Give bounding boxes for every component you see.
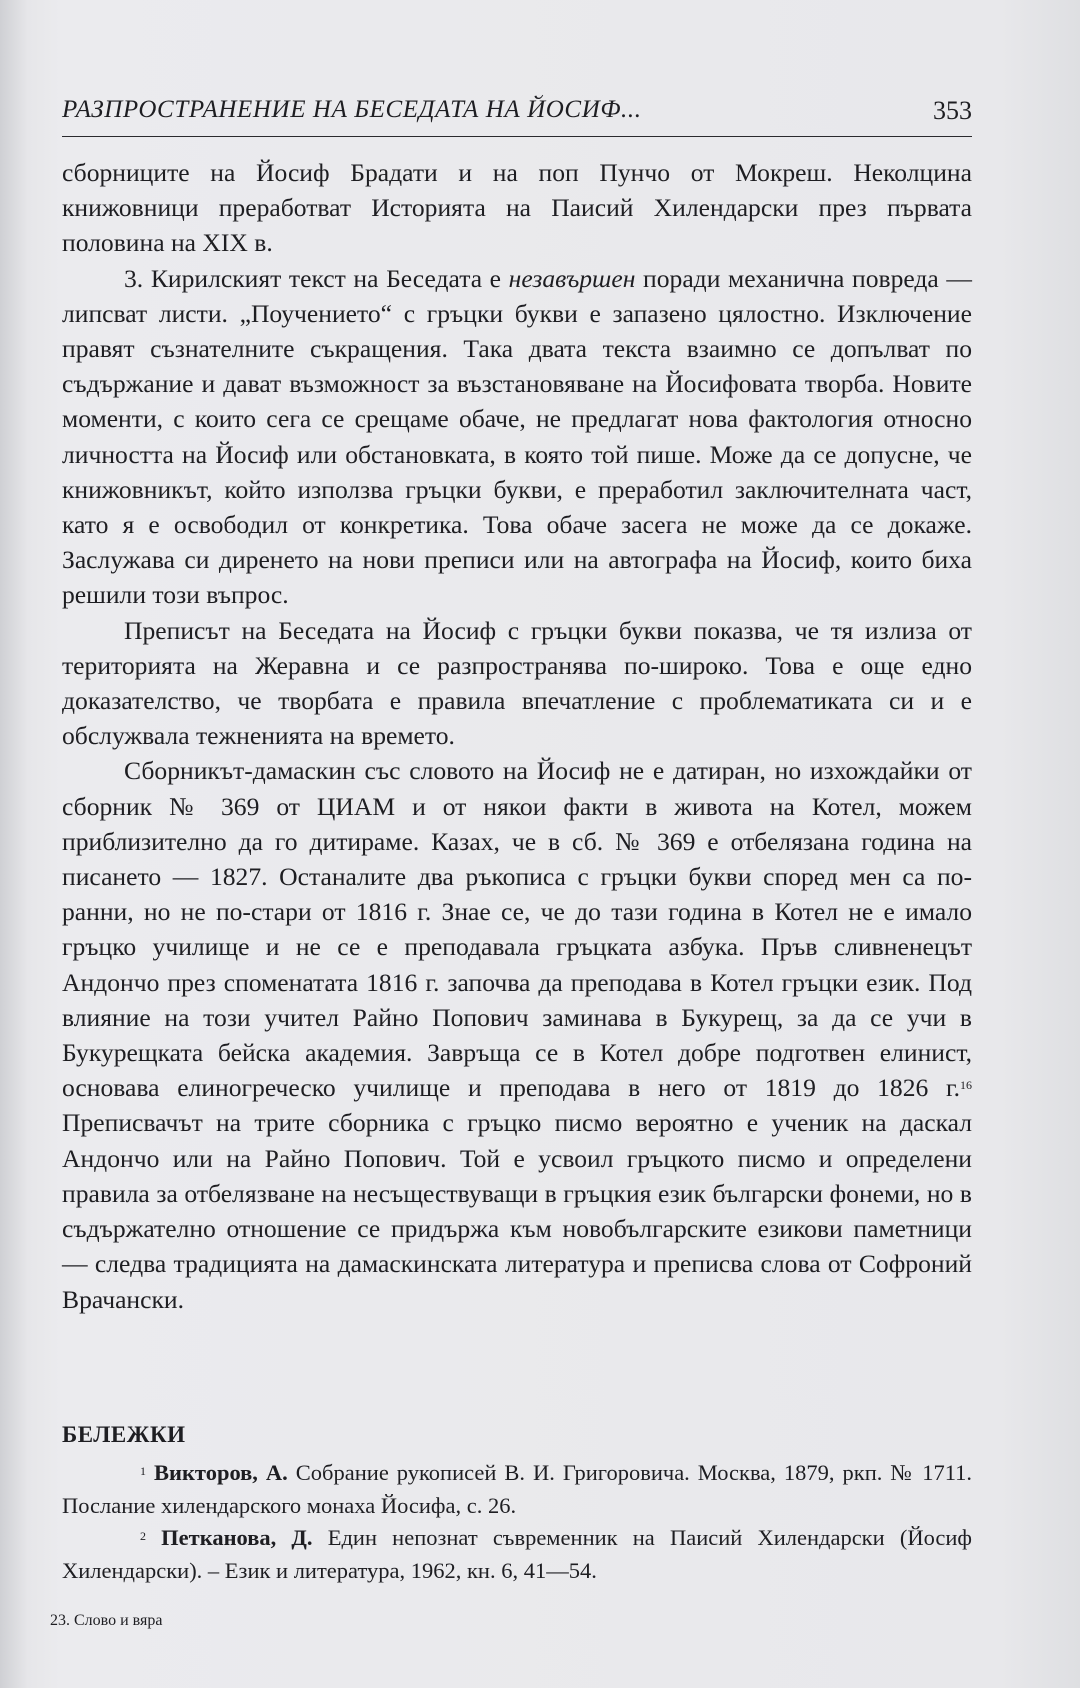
paragraph-4 [62,753,972,1316]
note-text: Собрание рукописей В. И. Григоровича. Москва, 1879, ркп. № 1711. Послание хилендарского монаха Йосифа, с. 26. [62,1460,972,1518]
main-text [62,155,972,1317]
note-text: Един непознат съвременник на Паисий Хилендарски (Йосиф Хилендарски). – Език и литература, 1962, кн. 6, 41—54. [62,1525,972,1583]
paragraph-1: сборниците на Йосиф Брадати и на поп Пунчо от Мокреш. Неколцина книжовници преработват Историята на Паисий Хилендарски през първата половина на XIX в. [62,158,972,258]
paragraph-3: Преписът на Беседата на Йосиф с гръцки букви показва, че тя излиза от територията на Жеравна и се разпространява по-широко. Това е още едно доказателство, че творбата е правила впечатление с проблематиката си и е обслужвала тежненията на времето. [62,615,972,751]
note-item [62,1457,972,1522]
paragraph-2 [62,261,972,613]
paragraph-4-rest: Преписвачът на трите сборника с гръцко писмо вероятно е ученик на даскал Андончо или на Райно Попович. Той е усвоил гръцкото писмо и определени правила за отбелязване на несъществуващи в гръцкия език български фонеми, но в съдържателно отношение се придържа към новобългарските езикови паметници — следва традицията на дамаскинската литература и преписва слова от Софроний Врачански. [62,1108,972,1314]
note-author: Петканова, Д. [161,1525,313,1550]
printer-signature: 23. Слово и вяра [50,1612,163,1629]
note-item [62,1522,972,1587]
paragraph-2-start: 3. Кирилският текст на Беседата е [124,263,509,293]
note-number: 1 [140,1464,146,1478]
emphasized-word: незавършен [508,263,636,293]
page-number: 353 [933,96,972,125]
notes-list [62,1457,972,1587]
paragraph-2-rest: поради механична повреда — липсват листи. „Поучението“ с гръцки букви е запазено цялостно. Изключение правят съзнателните съкращения. Така двата текста взаимно се допълват по съдържание и дават възможност за възстановяване на Йосифовата творба. Новите моменти, с които сега се срещаме обаче, не предлагат нова фактология относно личността на Йосиф или обстановката, в която той пише. Може да се допусне, че книжовникът, който използва гръцки букви, е преработил заключителната част, като я е освободил от конкретика. Това обаче засега не може да се докаже. Заслужава си диренето на нови преписи или на автографа на Йосиф, които биха решили този въпрос. [62,263,972,610]
running-header [62,94,972,137]
paragraph-4-start: Сборникът-дамаскин със словото на Йосиф не е датиран, но изхождайки от сборник № 369 от ЦИАМ и от някои факти в живота на Котел, можем приблизително да го дитираме. Казах, че в сб. № 369 е отбелязана година на писането — 1827. Останалите два ръкописа с гръцки букви според мен са по-ранни, но не по-стари от 1816 г. Знае се, че до тази година в Котел не е имало гръцко училище и не се е преподавала гръцката азбука. Пръв сливненецът Андончо през споменатата 1816 г. започва да преподава в Котел гръцки език. Под влияние на този учител Райно Попович заминава в Букурещ, за да се учи в Букурещката бейска академия. Завръща се в Котел добре подготвен елинист, основава елиногреческо училище и преподава в него от 1819 до 1826 г. [62,756,972,1103]
notes-heading: БЕЛЕЖКИ [62,1422,186,1447]
note-number: 2 [140,1529,146,1543]
note-author: Викторов, А. [154,1460,288,1485]
running-title: РАЗПРОСТРАНЕНИЕ НА БЕСЕДАТА НА ЙОСИФ... [62,96,642,123]
footnote-reference: 16 [960,1078,972,1093]
